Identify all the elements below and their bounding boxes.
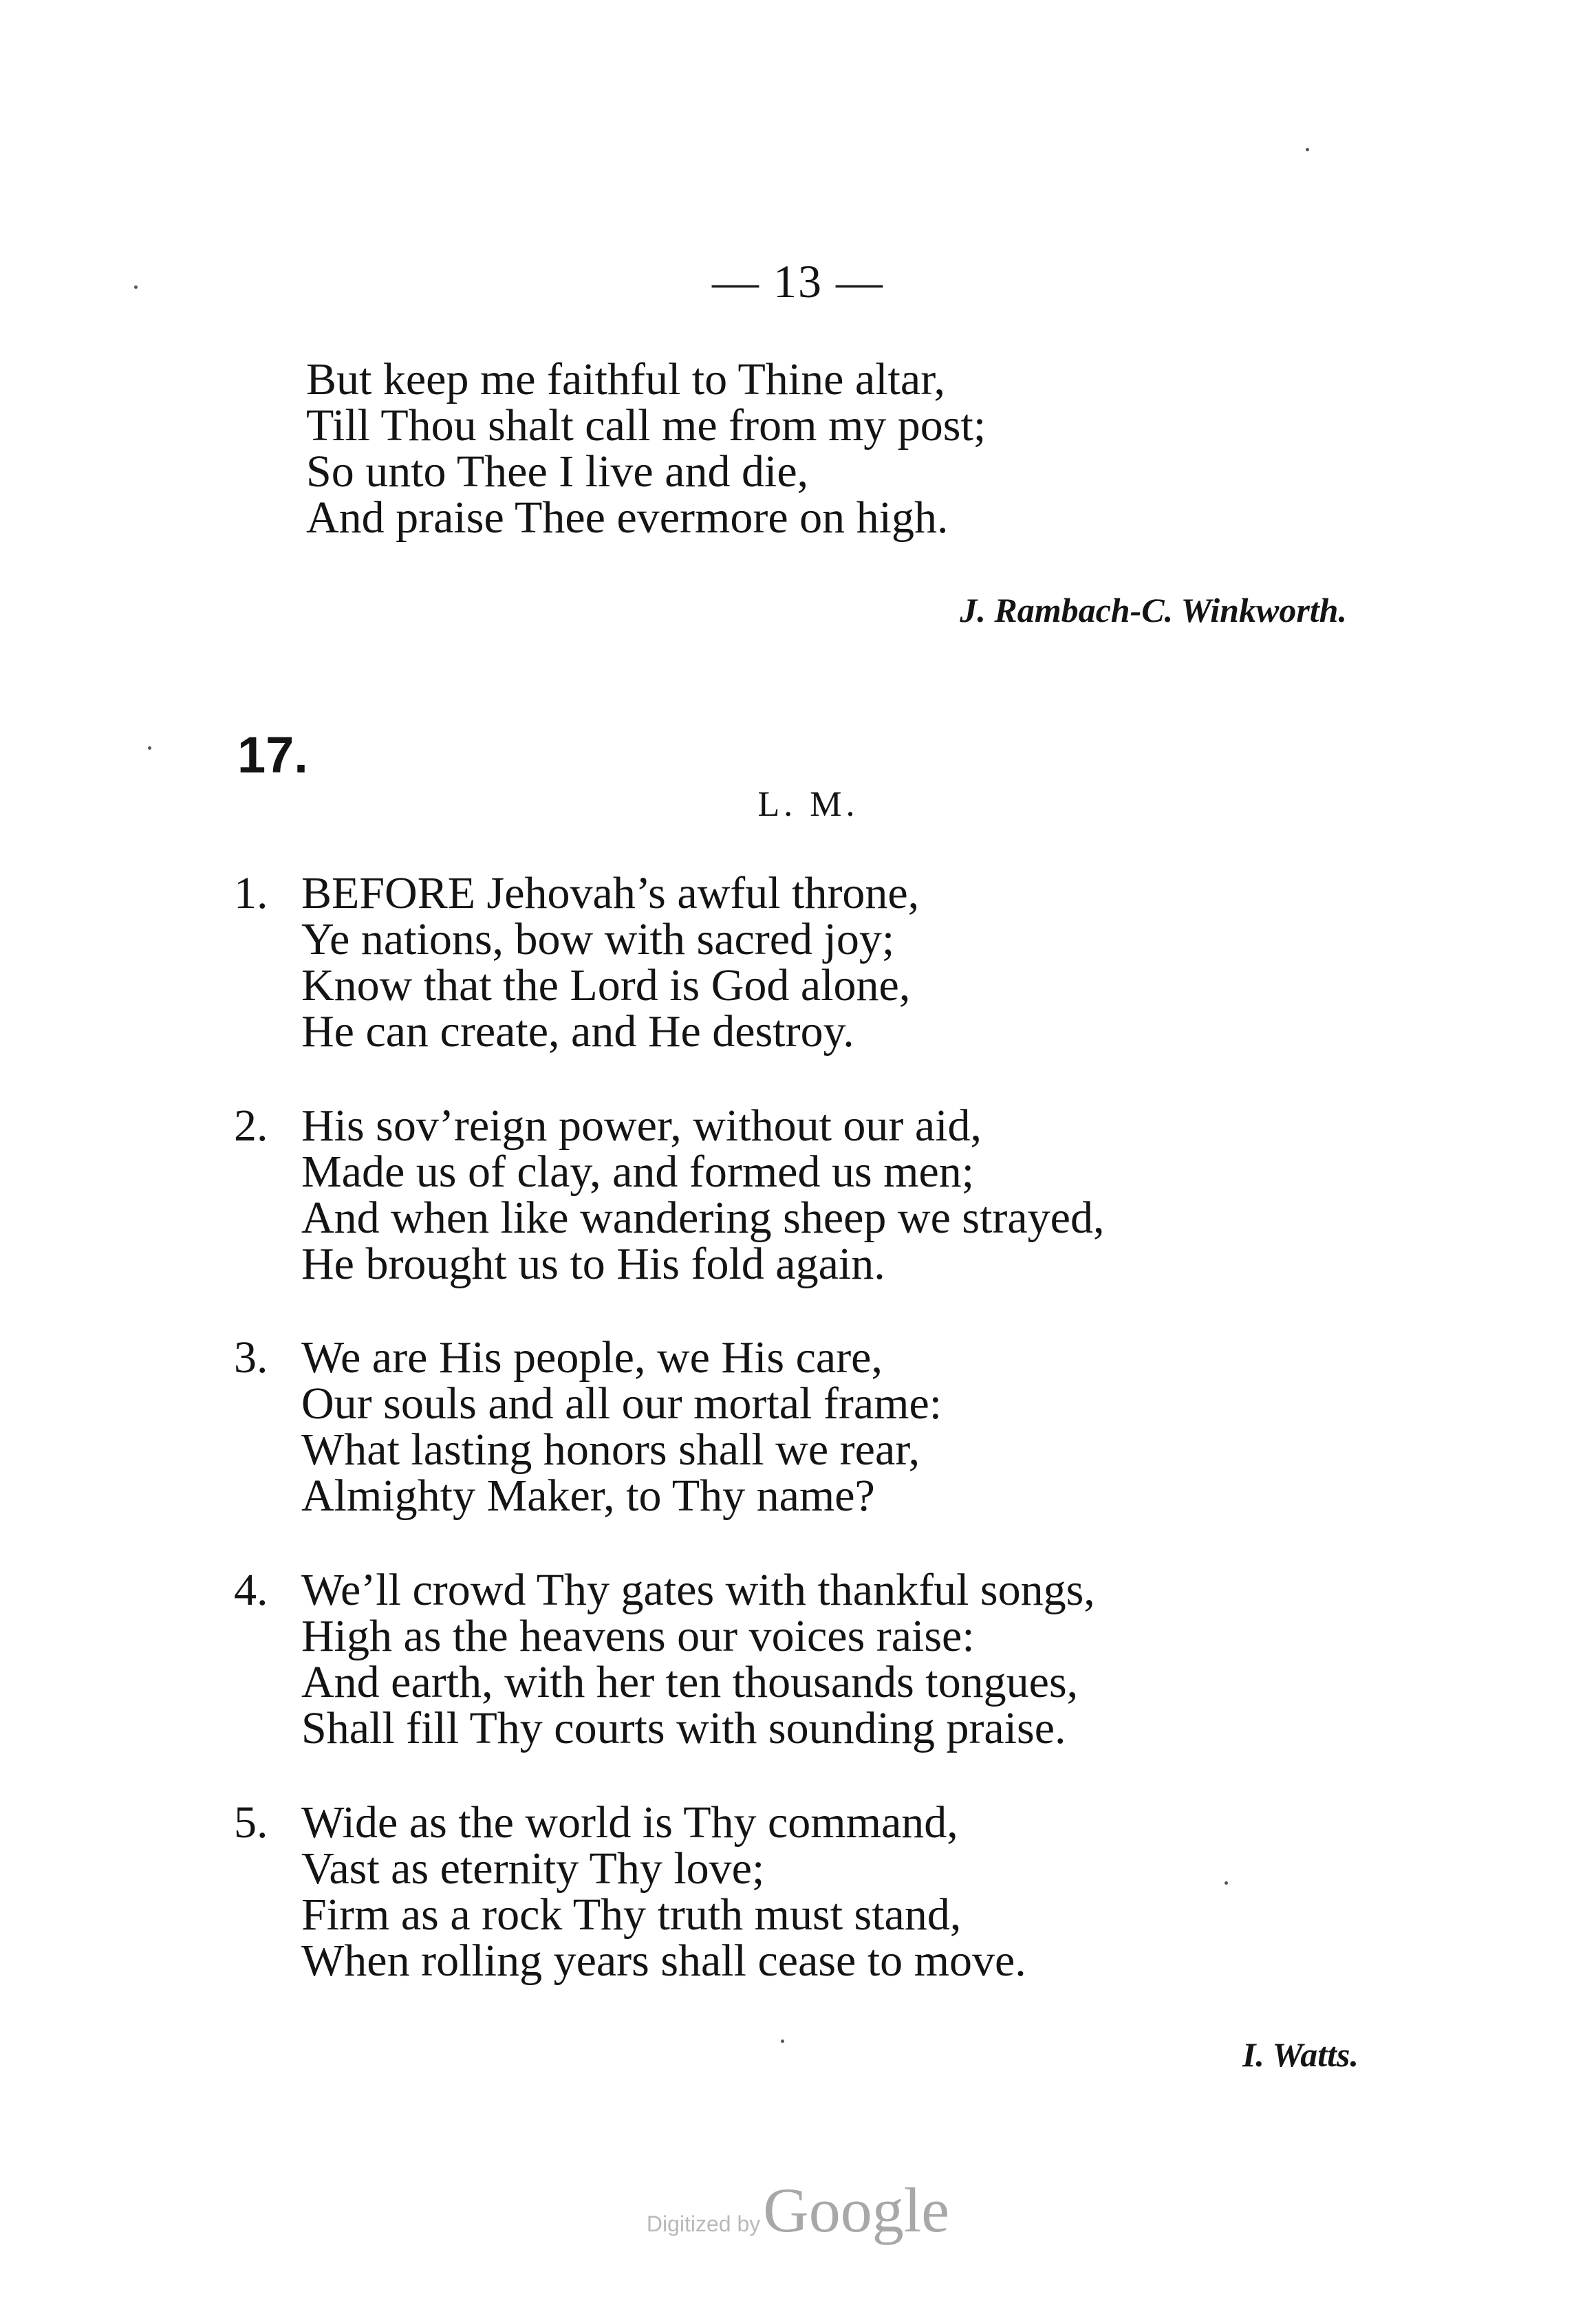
verse-number: 4. xyxy=(234,1565,268,1615)
digitized-watermark xyxy=(0,2174,1596,2247)
scan-speck xyxy=(148,746,151,750)
hymn-attribution: I. Watts. xyxy=(1242,2035,1359,2074)
scan-speck xyxy=(134,285,138,289)
verse-line: High as the heavens our voices raise: xyxy=(301,1611,975,1661)
verse-line: Firm as a rock Thy truth must stand, xyxy=(301,1890,962,1940)
verse-line: He can create, and He destroy. xyxy=(301,1006,854,1057)
hymn-number: 17. xyxy=(237,726,308,783)
carryover-stanza xyxy=(306,356,986,541)
verse-line: We’ll crowd Thy gates with thankful songs, xyxy=(301,1565,1095,1615)
carryover-attribution: J. Rambach-C. Winkworth. xyxy=(960,591,1347,629)
verse-line: Wide as the world is Thy command, xyxy=(301,1797,958,1848)
verse-4 xyxy=(301,1567,1095,1751)
verse-line: Made us of clay, and formed us men; xyxy=(301,1147,975,1197)
verse-number: 3. xyxy=(234,1332,268,1383)
verse-line: But keep me faithful to Thine altar, xyxy=(306,354,946,404)
verse-1 xyxy=(301,868,920,1057)
verse-line: And praise Thee evermore on high. xyxy=(306,493,949,543)
verse-line: When rolling years shall cease to move. xyxy=(301,1936,1026,1986)
verse-line: We are His people, we His care, xyxy=(301,1332,883,1383)
verse-line: BEFORE Jehovah’s awful throne, xyxy=(301,868,920,918)
verse-line: Know that the Lord is God alone, xyxy=(301,960,911,1010)
verse-line: And when like wandering sheep we strayed, xyxy=(301,1193,1105,1243)
verse-line: Till Thou shalt call me from my post; xyxy=(306,400,986,451)
verse-line: So unto Thee I live and die, xyxy=(306,446,809,497)
verse-line: His sov’reign power, without our aid, xyxy=(301,1101,982,1151)
google-logo: Google xyxy=(763,2175,950,2245)
verse-3 xyxy=(301,1334,942,1519)
watermark-prefix: Digitized by xyxy=(646,2211,761,2236)
scan-speck xyxy=(1306,148,1309,151)
scan-speck xyxy=(1225,1881,1228,1885)
verse-5 xyxy=(301,1799,1026,1984)
verse-number: 2. xyxy=(234,1101,268,1151)
verse-line: Almighty Maker, to Thy name? xyxy=(301,1471,875,1521)
verse-line: And earth, with her ten thousands tongues, xyxy=(301,1657,1079,1707)
page-number: — 13 — xyxy=(712,255,884,307)
verse-number: 5. xyxy=(234,1797,268,1848)
scan-speck xyxy=(781,2039,784,2043)
verse-line: Ye nations, bow with sacred joy; xyxy=(301,914,895,964)
hymn-meter: L. M. xyxy=(757,785,859,824)
verse-line: Our souls and all our mortal frame: xyxy=(301,1378,942,1429)
verse-2 xyxy=(301,1103,1104,1287)
verse-line: Shall fill Thy courts with sounding praise. xyxy=(301,1703,1066,1753)
verse-line: Vast as eternity Thy love; xyxy=(301,1843,765,1894)
verse-line: What lasting honors shall we rear, xyxy=(301,1425,920,1475)
verse-line: He brought us to His fold again. xyxy=(301,1239,885,1289)
verse-number: 1. xyxy=(234,868,268,918)
